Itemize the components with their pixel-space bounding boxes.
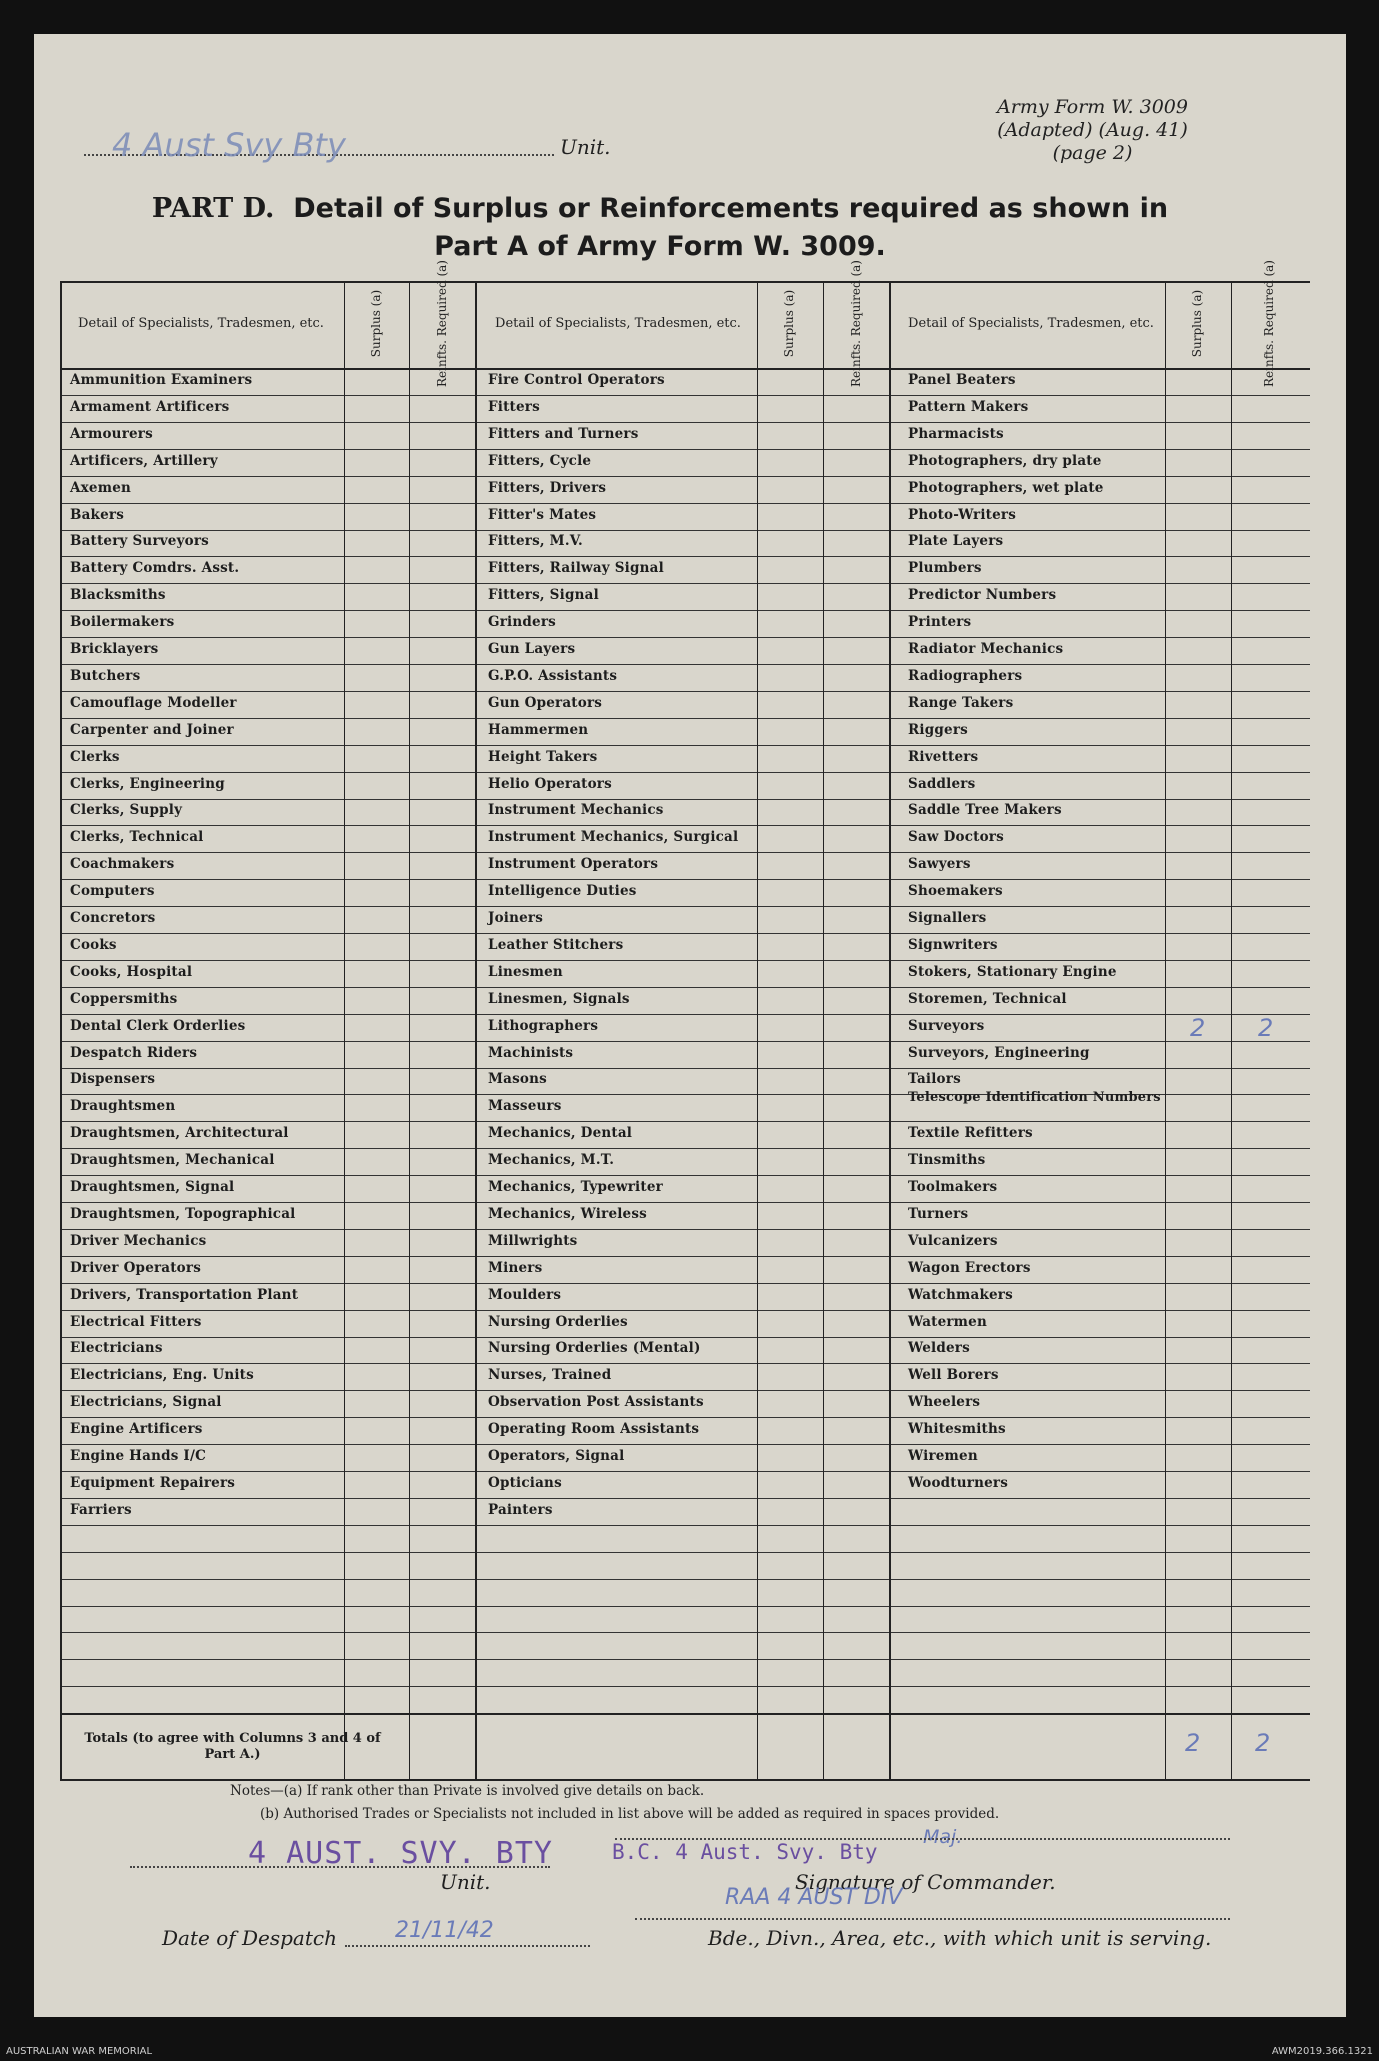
trade-name: Vulcanizers bbox=[908, 1232, 998, 1249]
trade-name: Fitter's Mates bbox=[488, 506, 597, 523]
trade-name: Plumbers bbox=[908, 560, 982, 577]
trade-name: Helio Operators bbox=[488, 775, 612, 792]
trade-name: Saddlers bbox=[908, 775, 976, 792]
table-row bbox=[60, 422, 1310, 450]
header-reinfts-2: Reinfts. Required (a) bbox=[848, 260, 863, 387]
table-row bbox=[60, 1390, 1310, 1418]
trade-name: Watermen bbox=[908, 1313, 987, 1330]
table-row bbox=[60, 664, 1310, 692]
trade-name: Gun Layers bbox=[488, 641, 576, 657]
part-label: PART D. bbox=[151, 193, 275, 224]
trade-name: Coppersmiths bbox=[70, 990, 178, 1007]
trade-name: Artificers, Artillery bbox=[70, 452, 218, 469]
trade-name: Signallers bbox=[908, 910, 987, 926]
trade-name: Concretors bbox=[70, 910, 156, 926]
table-row bbox=[60, 825, 1310, 853]
rule bbox=[889, 281, 891, 1779]
rule bbox=[1231, 281, 1232, 1779]
trade-name: Clerks bbox=[70, 748, 120, 765]
trade-name: Nurses, Trained bbox=[488, 1367, 612, 1384]
table-row bbox=[60, 637, 1310, 665]
table-row bbox=[60, 368, 1310, 396]
page-title bbox=[60, 190, 1260, 266]
trade-name: Electricians, Signal bbox=[70, 1394, 222, 1411]
trade-name: Fitters and Turners bbox=[488, 425, 639, 442]
table-row bbox=[60, 1310, 1310, 1338]
date-label: Date of Despatch bbox=[162, 1926, 337, 1950]
table-row bbox=[60, 852, 1310, 880]
rank-maj: Maj. bbox=[923, 1826, 963, 1848]
table-row bbox=[60, 1579, 1310, 1607]
table-row bbox=[60, 1229, 1310, 1257]
trade-name: Instrument Mechanics, Surgical bbox=[488, 829, 739, 846]
trade-name: Linesmen, Signals bbox=[488, 990, 630, 1007]
trade-name: Ammunition Examiners bbox=[70, 372, 253, 388]
rule bbox=[60, 281, 62, 1779]
trade-name: Rivetters bbox=[908, 748, 979, 765]
trade-name: Linesmen bbox=[488, 963, 563, 980]
trade-name: Grinders bbox=[488, 614, 556, 631]
trade-name: Coachmakers bbox=[70, 856, 175, 873]
surveyors-reinfts: 2 bbox=[1258, 1013, 1274, 1042]
header-reinfts-1: Reinfts. Required (a) bbox=[434, 260, 449, 387]
trade-name: Signwriters bbox=[908, 936, 998, 953]
trade-name: Engine Artificers bbox=[70, 1421, 203, 1438]
trade-name: Sawyers bbox=[908, 856, 971, 873]
table-row bbox=[60, 1121, 1310, 1149]
table-row bbox=[60, 1417, 1310, 1445]
trade-name: Riggers bbox=[908, 721, 968, 738]
rule bbox=[757, 281, 758, 1779]
trade-name: Turners bbox=[908, 1205, 969, 1222]
table-row bbox=[60, 906, 1310, 934]
table-row bbox=[60, 1686, 1310, 1714]
trade-name: Cooks, Hospital bbox=[70, 963, 193, 980]
table-row bbox=[60, 1363, 1310, 1391]
table-row bbox=[60, 772, 1310, 800]
trade-name: Battery Surveyors bbox=[70, 533, 209, 550]
trade-name: Armament Artificers bbox=[70, 398, 230, 415]
trade-name: Panel Beaters bbox=[908, 372, 1016, 388]
trade-name: Bakers bbox=[70, 506, 125, 523]
note-a: Notes—(a) If rank other than Private is involved give details on back. bbox=[230, 1783, 705, 1799]
note-b: (b) Authorised Trades or Specialists not included in list above will be added as required in spaces provided. bbox=[260, 1806, 1000, 1822]
trade-name: Fitters, Cycle bbox=[488, 452, 592, 469]
header-detail-1: Detail of Specialists, Tradesmen, etc. bbox=[78, 315, 324, 331]
trade-name: Clerks, Technical bbox=[70, 829, 204, 846]
trade-name: Equipment Repairers bbox=[70, 1474, 236, 1491]
trade-name: Photographers, wet plate bbox=[908, 479, 1104, 496]
rule bbox=[1165, 281, 1166, 1779]
trade-name: Carpenter and Joiner bbox=[70, 721, 234, 738]
trade-name: Hammermen bbox=[488, 721, 589, 738]
unit-label: Unit. bbox=[560, 135, 611, 159]
header-reinfts-3: Reinfts. Required (a) bbox=[1261, 260, 1276, 387]
trade-name: Machinists bbox=[488, 1044, 574, 1061]
rule bbox=[823, 281, 824, 1779]
trades-table bbox=[60, 260, 1310, 1779]
form-identifier bbox=[997, 96, 1188, 165]
trade-name: Fitters, Signal bbox=[488, 587, 599, 604]
table-row bbox=[60, 1336, 1310, 1364]
header-detail-3: Detail of Specialists, Tradesmen, etc. bbox=[908, 315, 1154, 331]
trade-name: Instrument Mechanics bbox=[488, 802, 664, 819]
trade-name: Farriers bbox=[70, 1501, 132, 1518]
rule bbox=[475, 281, 477, 1779]
table-row bbox=[60, 1148, 1310, 1176]
header-surplus-3: Surplus (a) bbox=[1190, 289, 1205, 358]
trade-name: Operators, Signal bbox=[488, 1448, 625, 1464]
trade-name: Electricians bbox=[70, 1340, 163, 1357]
trade-name: Electricians, Eng. Units bbox=[70, 1367, 254, 1384]
trade-name: Pharmacists bbox=[908, 425, 1004, 442]
trade-name: Observation Post Assistants bbox=[488, 1394, 704, 1411]
trade-name: Boilermakers bbox=[70, 614, 175, 631]
signature-label: Signature of Commander. bbox=[795, 1870, 1056, 1894]
trade-name: Electrical Fitters bbox=[70, 1313, 202, 1330]
header-surplus-2: Surplus (a) bbox=[782, 289, 797, 358]
trade-name: Printers bbox=[908, 614, 972, 631]
trade-name: Clerks, Engineering bbox=[70, 775, 225, 792]
trade-name: Fitters, Drivers bbox=[488, 479, 607, 496]
trade-name: Drivers, Transportation Plant bbox=[70, 1286, 299, 1303]
table-row bbox=[60, 960, 1310, 988]
table-row bbox=[60, 556, 1310, 584]
rule bbox=[409, 281, 410, 1779]
unit-line-bottom bbox=[130, 1866, 550, 1868]
header-detail-2: Detail of Specialists, Tradesmen, etc. bbox=[495, 315, 741, 331]
trade-name: Height Takers bbox=[488, 748, 598, 765]
trade-name: Driver Mechanics bbox=[70, 1232, 207, 1249]
trade-name: Mechanics, Typewriter bbox=[488, 1179, 663, 1195]
trade-name: Fitters, Railway Signal bbox=[488, 560, 664, 577]
trade-name: Driver Operators bbox=[70, 1259, 201, 1276]
trade-name: Nursing Orderlies bbox=[488, 1313, 628, 1330]
table-row bbox=[60, 1471, 1310, 1499]
table-row bbox=[60, 1659, 1310, 1687]
trade-name: Miners bbox=[488, 1259, 543, 1276]
trade-name: Dental Clerk Orderlies bbox=[70, 1017, 246, 1034]
table-row bbox=[60, 529, 1310, 557]
trade-name: Mechanics, Dental bbox=[488, 1125, 633, 1142]
trade-name: Cooks bbox=[70, 936, 117, 953]
trade-name: Computers bbox=[70, 883, 155, 900]
trade-name: Photo-Writers bbox=[908, 506, 1017, 523]
trade-name: Dispensers bbox=[70, 1071, 156, 1088]
trade-name: Radiographers bbox=[908, 667, 1023, 684]
table-row bbox=[60, 798, 1310, 826]
trade-name: Blacksmiths bbox=[70, 587, 166, 604]
trade-name: Bricklayers bbox=[70, 641, 159, 657]
trade-name: Telescope Identification Numbers bbox=[908, 1090, 1161, 1106]
trade-name: Nursing Orderlies (Mental) bbox=[488, 1340, 701, 1357]
table-row bbox=[60, 1632, 1310, 1660]
trade-name: Photographers, dry plate bbox=[908, 452, 1102, 469]
title-line-2: Part A of Army Form W. 3009. bbox=[434, 231, 886, 262]
trade-name: Stokers, Stationary Engine bbox=[908, 963, 1117, 980]
trade-name: Saddle Tree Makers bbox=[908, 802, 1062, 819]
table-row bbox=[60, 879, 1310, 907]
table-row bbox=[60, 610, 1310, 638]
totals-label: Totals (to agree with Columns 3 and 4 of Part A.) bbox=[84, 1731, 381, 1762]
trade-name: Predictor Numbers bbox=[908, 587, 1057, 604]
unit-handwriting: 4 Aust Svy Bty bbox=[112, 126, 346, 164]
table-row bbox=[60, 745, 1310, 773]
trade-name: Radiator Mechanics bbox=[908, 641, 1064, 657]
trade-name: Moulders bbox=[488, 1286, 562, 1303]
header-surplus-1: Surplus (a) bbox=[369, 289, 383, 358]
formation-label: Bde., Divn., Area, etc., with which unit is serving. bbox=[708, 1926, 1212, 1950]
rule bbox=[344, 281, 345, 1779]
date-handwriting: 21/11/42 bbox=[395, 1918, 494, 1943]
trade-name: Mechanics, M.T. bbox=[488, 1152, 615, 1169]
unit-stamp: 4 AUST. SVY. BTY bbox=[248, 1836, 553, 1871]
trade-name: Gun Operators bbox=[488, 694, 603, 711]
table-row bbox=[60, 1256, 1310, 1284]
table-row bbox=[60, 476, 1310, 504]
trade-name: Wheelers bbox=[908, 1394, 981, 1411]
trade-name: Fire Control Operators bbox=[488, 372, 665, 388]
table-row bbox=[60, 1283, 1310, 1311]
commander-stamp: B.C. 4 Aust. Svy. Bty bbox=[612, 1840, 878, 1864]
table-row bbox=[60, 1041, 1310, 1069]
trade-name: Despatch Riders bbox=[70, 1044, 198, 1061]
trade-name: Fitters bbox=[488, 398, 540, 415]
table-row bbox=[60, 395, 1310, 423]
table-row bbox=[60, 1552, 1310, 1580]
trade-name: Draughtsmen, Signal bbox=[70, 1179, 235, 1195]
trade-name: Engine Hands I/C bbox=[70, 1448, 207, 1464]
trade-name: Welders bbox=[908, 1340, 970, 1357]
table-row bbox=[60, 1605, 1310, 1633]
trade-name: Watchmakers bbox=[908, 1286, 1013, 1303]
footer-reference: AWM2019.366.1321 bbox=[1271, 2046, 1373, 2057]
table-row bbox=[60, 1175, 1310, 1203]
trade-name: Masons bbox=[488, 1071, 547, 1088]
trade-name: Tailors bbox=[908, 1071, 961, 1088]
trade-name: Clerks, Supply bbox=[70, 802, 183, 819]
trade-name: G.P.O. Assistants bbox=[488, 667, 618, 684]
table-row bbox=[60, 1498, 1310, 1526]
form-number: Army Form W. 3009 bbox=[997, 96, 1188, 118]
trade-name: Whitesmiths bbox=[908, 1421, 1006, 1438]
formation-handwriting: RAA 4 AUST DIV bbox=[725, 1885, 903, 1910]
trade-name: Intelligence Duties bbox=[488, 883, 637, 900]
table-row bbox=[60, 1014, 1310, 1042]
trade-name: Instrument Operators bbox=[488, 856, 659, 873]
trade-name: Textile Refitters bbox=[908, 1125, 1033, 1142]
trade-name: Surveyors, Engineering bbox=[908, 1044, 1090, 1061]
trade-name: Plate Layers bbox=[908, 533, 1004, 550]
table-row bbox=[60, 691, 1310, 719]
trade-name: Joiners bbox=[488, 910, 544, 926]
totals-surplus: 2 bbox=[1185, 1729, 1201, 1757]
trade-name: Armourers bbox=[70, 425, 153, 442]
date-line bbox=[345, 1945, 590, 1947]
trade-name: Draughtsmen, Architectural bbox=[70, 1125, 289, 1142]
table-row bbox=[60, 1525, 1310, 1553]
trade-name: Tinsmiths bbox=[908, 1152, 986, 1169]
table-row bbox=[60, 1444, 1310, 1472]
trade-name: Storemen, Technical bbox=[908, 990, 1067, 1007]
form-adapted: (Adapted) (Aug. 41) bbox=[997, 119, 1188, 141]
trade-name: Lithographers bbox=[488, 1017, 599, 1034]
table-row bbox=[60, 718, 1310, 746]
trade-name: Painters bbox=[488, 1501, 553, 1518]
totals-row bbox=[60, 1713, 1310, 1781]
trade-name: Wagon Erectors bbox=[908, 1259, 1031, 1276]
table-row bbox=[60, 1202, 1310, 1230]
table-row bbox=[60, 503, 1310, 531]
trade-name: Draughtsmen bbox=[70, 1098, 176, 1115]
trade-name: Masseurs bbox=[488, 1098, 562, 1115]
trade-name: Leather Stitchers bbox=[488, 936, 624, 953]
title-line-1: Detail of Surplus or Reinforcements required as shown in bbox=[293, 193, 1169, 224]
trade-name: Shoemakers bbox=[908, 883, 1003, 900]
footer-archive: AUSTRALIAN WAR MEMORIAL bbox=[6, 2046, 153, 2057]
trade-name: Draughtsmen, Mechanical bbox=[70, 1152, 275, 1169]
trade-name: Toolmakers bbox=[908, 1179, 998, 1195]
trade-name: Fitters, M.V. bbox=[488, 533, 583, 550]
formation-line bbox=[635, 1918, 1230, 1920]
trade-name: Axemen bbox=[70, 479, 132, 496]
signature-line bbox=[615, 1838, 1230, 1840]
surveyors-surplus: 2 bbox=[1190, 1013, 1206, 1042]
trade-name: Surveyors bbox=[908, 1017, 985, 1034]
table-row bbox=[60, 449, 1310, 477]
trade-name: Woodturners bbox=[908, 1474, 1008, 1491]
trade-name: Pattern Makers bbox=[908, 398, 1029, 415]
table-row bbox=[60, 987, 1310, 1015]
trade-name: Well Borers bbox=[908, 1367, 999, 1384]
trade-name: Butchers bbox=[70, 667, 141, 684]
totals-reinfts: 2 bbox=[1255, 1729, 1271, 1757]
unit-label-bottom: Unit. bbox=[440, 1870, 491, 1894]
table-row bbox=[60, 933, 1310, 961]
trade-name: Camouflage Modeller bbox=[70, 694, 237, 711]
trade-name: Range Takers bbox=[908, 694, 1014, 711]
table-row bbox=[60, 1090, 1310, 1122]
trade-name: Battery Comdrs. Asst. bbox=[70, 560, 240, 577]
trade-name: Millwrights bbox=[488, 1232, 578, 1249]
form-page-number: (page 2) bbox=[1052, 142, 1133, 164]
trade-name: Operating Room Assistants bbox=[488, 1421, 700, 1438]
trade-name: Mechanics, Wireless bbox=[488, 1205, 647, 1222]
trade-name: Wiremen bbox=[908, 1448, 978, 1464]
table-row bbox=[60, 583, 1310, 611]
trade-name: Draughtsmen, Topographical bbox=[70, 1205, 296, 1222]
trade-name: Opticians bbox=[488, 1474, 562, 1491]
trade-name: Saw Doctors bbox=[908, 829, 1004, 846]
